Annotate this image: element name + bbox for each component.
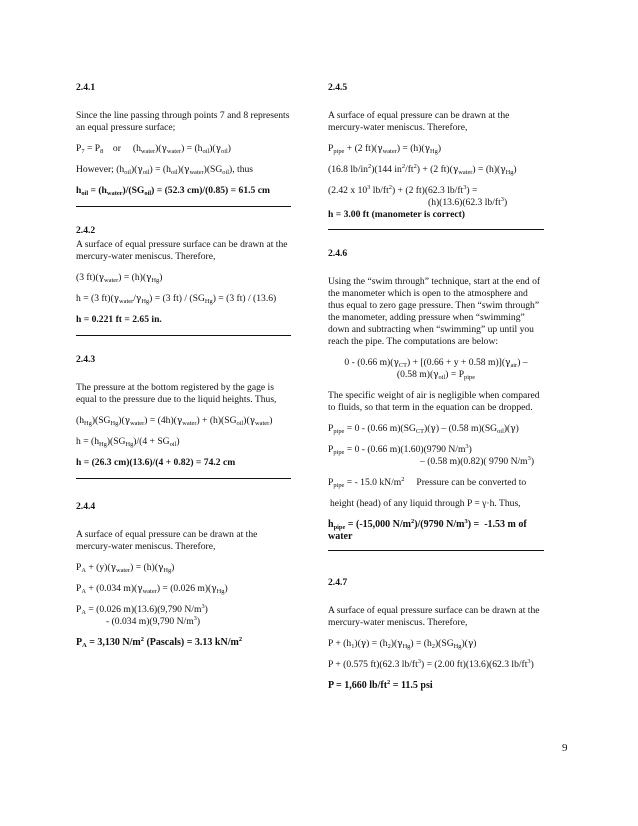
section-2-4-4-result: $P_A = 3,130$ $N/m^2$ (Pascals) = 3.13 $kN/m^2$ [76,636,243,649]
however-word: However; [76,164,114,175]
section-2-4-5-result: h = 3.00 ft (manometer is correct) [328,209,465,220]
section-2-4-7-title: 2.4.7 [328,577,348,588]
section-divider [76,335,291,336]
equation-ppipe: $P_{pipe} + (2$ $ft)(\gamma_{water}) = (h)(\gamma_{Hg})$ [328,143,442,155]
left-column [76,82,291,658]
equation-ppipe-kn: $P_{pipe}$ = - 15.0 $kN/m^2$ Pressure can be converted to [328,476,527,489]
equation-p7-p8: $P_7 = P_8$ or $(h_{water})(\gamma_{water}) = (h_{oil})(\gamma_{oil})$ [76,143,231,155]
section-2-4-2-intro: A surface of equal pressure surface can be drawn at the mercury-water meniscus. Therefore, [76,239,288,262]
section-2-4-1-result: $h_{oil} = (h_{water})/(SG_{oil}) = (52.3$ cm)/(0.85) = 61.5 cm [76,185,270,197]
section-2-4-6-result: $h_{pipe} = (-15,000$ $N/m^2)/(9790$ $N/m^3) = -1.53$ m of water [328,518,527,542]
section-2-4-3-title: 2.4.3 [76,354,96,365]
section-2-4-6-title: 2.4.6 [328,248,348,259]
equation-pa-balance: $P_A + (y)(\gamma_{water}) = (h)(\gamma_{Hg})$ [76,562,175,574]
section-2-4-5-intro: A surface of equal pressure can be drawn at the mercury-water meniscus. Therefore, [328,110,510,133]
equation-pa-numeric: $P_A = (0.026$ m)(13.6)(9,790 $N/m^3$) - (0.034 m)(9,790 $N/m^3$) [76,603,208,627]
equation-ppipe-numeric: (2.42 x $10^3$ $lb/ft^2) + (2$ ft)(62.3 $lb/ft^3$) = (h)(13.6)(62.3 $lb/ft^3$) [328,184,508,208]
section-2-4-4-title: 2.4.4 [76,501,96,512]
section-divider [328,550,544,551]
equation-oil-sg: However; $(h_{oil})(\gamma_{oil}) = (h_{oil})(\gamma_{water})(SG_{oil})$, thus [76,164,254,176]
section-2-4-3-intro: The pressure at the bottom registered by the gage is equal to the pressure due to the liquid heights. Thus, [76,382,277,405]
equation-swim-through: 0 - (0.66 $m)(\gamma_{CT}) + [(0.66 + y + 0.58$ $m)](\gamma_{air})$ – (0.58 $m)(\gamma_{oil}) = P_{pipe}$ [344,357,528,381]
section-divider [76,478,291,479]
equation-water-hg: (3 $ft)(\gamma_{water}) = (h)(\gamma_{Hg})$ [76,272,163,284]
section-divider [328,229,544,230]
section-2-4-2-result: h = 0.221 ft = 2.65 in. [76,314,162,325]
section-2-4-6-height-text: height (head) of any liquid through P = γ·h. Thus, [330,498,521,509]
equation-h-solve: h = (3 $ft)(\gamma_{water}/\gamma_{Hg}) = (3$ $ft) / (SG_{Hg}) = (3$ ft) / (13.6) [76,293,277,305]
equation-ppipe-values: (16.8 $lb/in^2)(144$ $in^2/ft^2) + (2$ $ft)(\gamma_{water}) = (h)(\gamma_{Hg})$ [328,163,517,176]
thus-word: , thus [232,164,254,175]
section-divider [76,206,291,207]
section-2-4-5-title: 2.4.5 [328,82,348,93]
section-2-4-3-result: h = (26.3 cm)(13.6)/(4 + 0.82) = 74.2 cm [76,457,236,468]
equation-p-values: P + (0.575 ft)(62.3 $lb/ft^3) = (2.00$ ft)(13.6)(62.3 $lb/ft^3$) [328,658,534,670]
section-2-4-2-title: 2.4.2 [76,225,96,236]
equation-h-ratio: $h = (h_{Hg})(SG_{Hg})/(4 + SG_{oil})$ [76,436,180,448]
page-number: 9 [562,742,568,754]
section-2-4-7-result: P = 1,660 $lb/ft^2 = 11.5$ psi [328,679,433,691]
equation-ppipe-numeric-2: $P_{pipe} = 0 - (0.66$ m)(1.60)(9790 $N/m^3$) – (0.58 m)(0.82)( 9790 $N/m^3$) [328,443,535,467]
section-2-4-1-intro: Since the line passing through points 7 and 8 represents an equal pressure surface; [76,110,290,133]
section-2-4-6-air-note: The specific weight of air is negligible when compared to fluids, so that term in the equation can be dropped. [328,390,540,413]
section-2-4-6-intro: Using the “swim through” technique, start at the end of the manometer which is open to the atmosphere and thus equal to zero gage pressure. Then “swim through” the manometer, adding pressure when “swimming” down and subtracting when “swimming” up until you reach the pipe. The computations are below: [328,276,541,347]
equation-p-balance: $P + (h_1)(\gamma) = (h_2)(\gamma_{Hg}) = (h_2)(SG_{Hg})(\gamma)$ [328,638,477,650]
section-2-4-1-title: 2.4.1 [76,82,96,93]
equation-ppipe-sg: $P_{pipe} = 0 - (0.66$ $m)(SG_{CT})(\gamma) - (0.58$ $m)(SG_{oil})(\gamma)$ [328,423,519,435]
equation-pa-values: $P_A + (0.034$ $m)(\gamma_{water}) = (0.026$ $m)(\gamma_{Hg})$ [76,583,228,595]
section-2-4-7-intro: A surface of equal pressure surface can be drawn at the mercury-water meniscus. Therefore, [328,605,540,628]
right-column [328,82,544,701]
section-2-4-4-intro: A surface of equal pressure can be drawn at the mercury-water meniscus. Therefore, [76,529,258,552]
equation-heights: $(h_{Hg})(SG_{Hg})(\gamma_{water}) = (4h)(\gamma_{water}) + (h)(SG_{oil})(\gamma_{water})$ [76,415,273,427]
